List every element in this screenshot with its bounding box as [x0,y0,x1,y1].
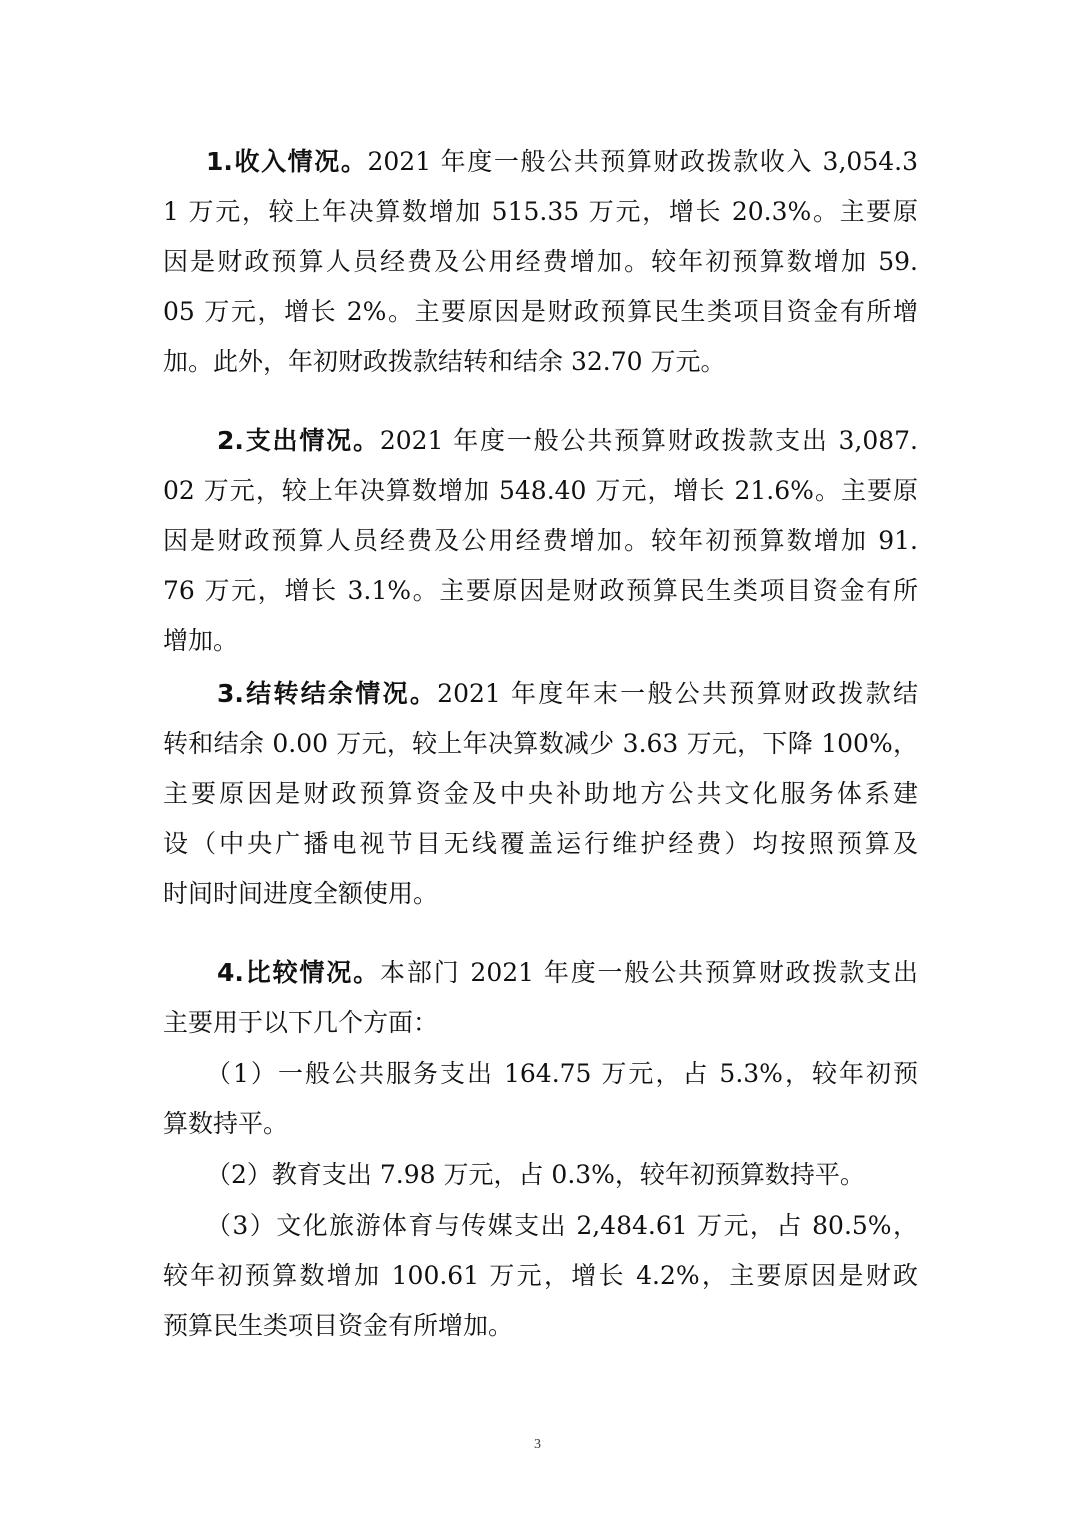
page-number: 3 [534,1437,541,1452]
section2-line5: 增加。 [163,626,239,655]
section3-line4: 设（中央广播电视节目无线覆盖运行维护经费）均按照预算及 [163,829,918,858]
section4-item1-line1: （1）一般公共服务支出 164.75 万元，占 5.3%，较年初预 [206,1059,918,1088]
section4-line1 [217,956,918,990]
section2-line1 [217,424,918,458]
section3-heading: 3.结转结余情况。 [217,679,438,708]
section2-heading: 2.支出情况。 [217,426,380,455]
section4-item3-line3: 预算民生类项目资金有所增加。 [163,1311,514,1340]
section2-line2: 02 万元，较上年决算数增加 548.40 万元，增长 21.6%。主要原 [163,476,918,505]
section4-item3-line1: （3）文化旅游体育与传媒支出 2,484.61 万元，占 80.5%， [206,1211,918,1240]
section3-line3: 主要原因是财政预算资金及中央补助地方公共文化服务体系建 [163,779,918,808]
section2-line3: 因是财政预算人员经费及公用经费增加。较年初预算数增加 91. [163,526,918,555]
section2-line4: 76 万元，增长 3.1%。主要原因是财政预算民生类项目资金有所 [163,576,918,605]
section3-line1 [217,677,918,711]
section3-line2: 转和结余 0.00 万元，较上年决算数减少 3.63 万元，下降 100%， [163,729,918,758]
section2-text: 2021 年度一般公共预算财政拨款支出 3,087. [379,426,918,455]
section4-heading: 4.比较情况。 [217,958,381,987]
section4-text: 本部门 2021 年度一般公共预算财政拨款支出 [380,958,918,987]
section1-line3: 因是财政预算人员经费及公用经费增加。较年初预算数增加 59. [163,247,918,276]
section3-line5: 时间时间进度全额使用。 [163,879,439,908]
section3-text: 2021 年度年末一般公共预算财政拨款结 [437,679,918,708]
section4-item2-line1: （2）教育支出 7.98 万元，占 0.3%，较年初预算数持平。 [206,1160,865,1189]
section1-text: 2021 年度一般公共预算财政拨款收入 3,054.3 [367,147,918,176]
section1-line2: 1 万元，较上年决算数增加 515.35 万元，增长 20.3%。主要原 [163,197,918,226]
section1-heading: 1.收入情况。 [206,147,368,176]
section1-line4: 05 万元，增长 2%。主要原因是财政预算民生类项目资金有所增 [163,297,918,326]
section1-line1 [206,145,918,179]
section4-item3-line2: 较年初预算数增加 100.61 万元，增长 4.2%，主要原因是财政 [163,1261,918,1290]
section4-line2: 主要用于以下几个方面： [163,1008,439,1037]
section4-item1-line2: 算数持平。 [163,1109,289,1138]
section1-line5: 加。此外，年初财政拨款结转和结余 32.70 万元。 [163,347,726,376]
